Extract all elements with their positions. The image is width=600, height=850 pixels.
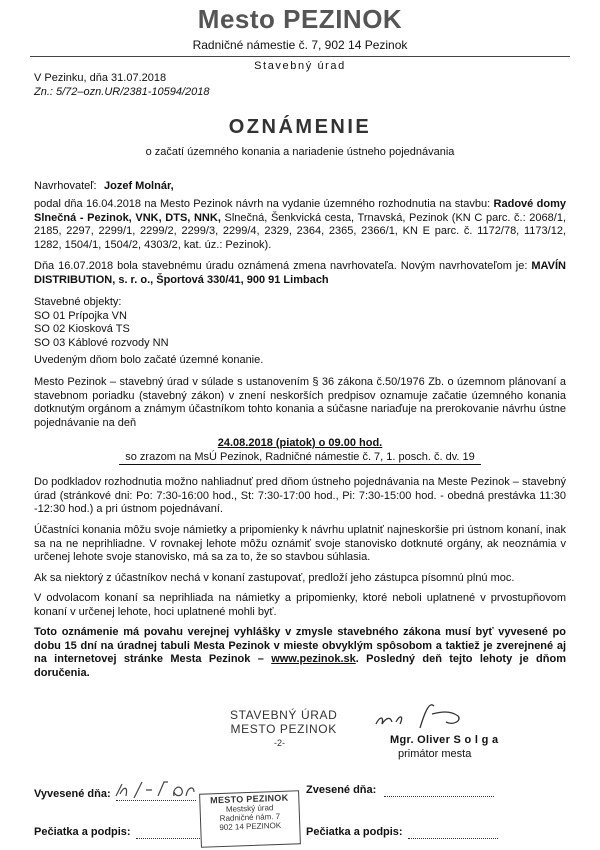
paragraph-notice: Mesto Pezinok – stavebný úrad v súlade s ustanovením § 36 zákona č.50/1976 Zb. o územnom plánovaní a stavebnom poriadku (stavebný zákon) v znení neskorších predpisov oznamuje začatie územného konania dotknutým orgánom a známym účastníkom tohto konania a súčasne nariaďuje na prerokovanie návrhu ústne pojednávanie na deň bbox=[34, 376, 566, 429]
paragraph-appeal: V odvolacom konaní sa neprihliada na námietky a pripomienky, ktoré neboli uplatnené v prvostupňovom konaní v určenej lehote, hoci uplatnené mohli byť. bbox=[34, 592, 566, 618]
public-notice-text: Toto oznámenie má povahu verejnej vyhlášky v zmysle stavebného zákona musí byť vyvesené po dobu 15 dní na úradnej tabuli Mesta Pezinok v mieste obvyklým spôsobom a taktiež je zverejnené aj na internetovej stránke Mesta Pezinok – bbox=[34, 626, 566, 665]
paragraph-objections: Účastníci konania môžu svoje námietky a pripomienky k návrhu uplatniť najneskoršie pri ústnom konaní, inak sa na ne neprihliadne. V rovnakej lehote môžu oznámiť svoje stanovisko dotknuté orgány, ak neoznámia v určenej lehote svoje stanovisko, má sa za to, že so stavbou súhlasia. bbox=[34, 524, 566, 563]
seal-signature-line-left bbox=[136, 838, 200, 839]
header-divider bbox=[30, 56, 570, 57]
posting-stamp-line4: 902 14 PEZINOK bbox=[219, 820, 282, 833]
building-object-item: SO 02 Kiosková TS bbox=[34, 323, 130, 335]
website-link[interactable]: www.pezinok.sk bbox=[271, 653, 356, 665]
paragraph-public-notice bbox=[34, 626, 566, 680]
applicant-change-text: Dňa 16.07.2018 bola stavebnému úradu oznámená zmena navrhovateľa. Novým navrhovateľom je: bbox=[34, 260, 532, 272]
application-intro: podal dňa 16.04.2018 na Mesto Pezinok návrh na vydanie územného rozhodnutia na stavbu: bbox=[34, 198, 494, 210]
posting-stamp-line1: MESTO PEZINOK bbox=[210, 792, 289, 806]
removed-date-line bbox=[384, 796, 494, 797]
document-title: OZNÁMENIE bbox=[228, 116, 372, 138]
handwritten-date-icon bbox=[112, 778, 198, 802]
posted-date-label: Vyvesené dňa: bbox=[34, 788, 111, 800]
hearing-date: 24.08.2018 (piatok) o 09.00 hod. bbox=[217, 437, 383, 449]
reference-number: Zn.: 5/72–ozn.UR/2381-10594/2018 bbox=[34, 86, 210, 98]
hearing-location: so zrazom na MsÚ Pezinok, Radničné námestie č. 7, 1. posch. č. dv. 19 bbox=[119, 451, 481, 466]
building-object-item: SO 01 Prípojka VN bbox=[34, 309, 127, 322]
seal-signature-label-right: Pečiatka a podpis: bbox=[306, 826, 403, 838]
project-parcels: Slnečná, Šenkvická cesta, Trnavská, Pezinok (KN C parc. č.: 2068/1, 2185, 2297, 2299/1, 2299/2, 2299/3, 2299/4, 2329, 2364, 2365, 2366/1, KN E parc. č. 1172/78, 1173/12, 1282, 1504/1, 1504/2, 4303/2, kat. úz.: Pezinok). bbox=[34, 211, 566, 251]
building-objects-heading: Stavebné objekty: bbox=[34, 296, 122, 308]
paragraph-representation: Ak sa niektorý z účastníkov nechá v konaní zastupovať, predloží jeho zástupca písomnú plnú moc. bbox=[34, 572, 515, 584]
building-object-item: SO 03 Káblové rozvody NN bbox=[34, 336, 169, 349]
office-stamp-number: -2- bbox=[274, 738, 285, 748]
project-name: Radové domy Slnečná - Pezinok, VNK, DTS, NNK, bbox=[34, 198, 566, 224]
posting-stamp bbox=[199, 790, 301, 847]
place-date: V Pezinku, dňa 31.07.2018 bbox=[34, 72, 167, 84]
department-name: Stavebný úrad bbox=[254, 60, 346, 72]
posting-stamp-line3: Radničné nám. 7 bbox=[219, 811, 281, 824]
seal-signature-line-right bbox=[408, 838, 498, 839]
office-stamp-line1: STAVEBNÝ ÚRAD bbox=[230, 708, 338, 722]
signer-role: primátor mesta bbox=[398, 748, 472, 760]
office-stamp-line2: MESTO PEZINOK bbox=[230, 722, 337, 736]
posting-stamp-line2: Mestský úrad bbox=[225, 803, 274, 814]
applicant-line bbox=[34, 180, 174, 194]
removed-date-label: Zvesené dňa: bbox=[306, 784, 377, 796]
paragraph-application bbox=[34, 198, 566, 252]
city-name: Mesto PEZINOK bbox=[197, 4, 403, 34]
public-notice-tail: . Posledný deň tejto lehoty je dňom doručenia. bbox=[34, 653, 566, 679]
office-stamp bbox=[230, 708, 337, 736]
signature-icon bbox=[370, 698, 470, 734]
paragraph-inspection: Do podkladov rozhodnutia možno nahliadnuť pred dňom ústneho pojednávania na Meste Pezinok – stavebný úrad (stránkové dni: Po: 7:30-16:00 hod., St: 7:30-17:00 hod., Pi: 7:30-15:00 hod. - obedná prestávka 11:30 -12:30 hod.) a pri ústnom pojednávaní. bbox=[34, 476, 566, 515]
signer-name: Mgr. Oliver S o l g a bbox=[390, 734, 499, 746]
seal-signature-label-left: Pečiatka a podpis: bbox=[34, 826, 131, 838]
paragraph-applicant-change bbox=[34, 260, 566, 287]
document-subtitle: o začatí územného konania a nariadenie ústneho pojednávania bbox=[145, 146, 455, 158]
hearing-details bbox=[0, 437, 600, 465]
applicant-name: Jozef Molnár, bbox=[104, 180, 174, 192]
new-applicant: MAVÍN DISTRIBUTION, s. r. o., Športová 330/41, 900 91 Limbach bbox=[34, 260, 566, 286]
building-objects bbox=[34, 296, 169, 350]
city-address: Radničné námestie č. 7, 902 14 Pezinok bbox=[192, 38, 408, 52]
paragraph-procedure-started: Uvedeným dňom bolo začaté územné konanie. bbox=[34, 354, 264, 366]
applicant-label: Navrhovateľ: bbox=[34, 180, 97, 192]
